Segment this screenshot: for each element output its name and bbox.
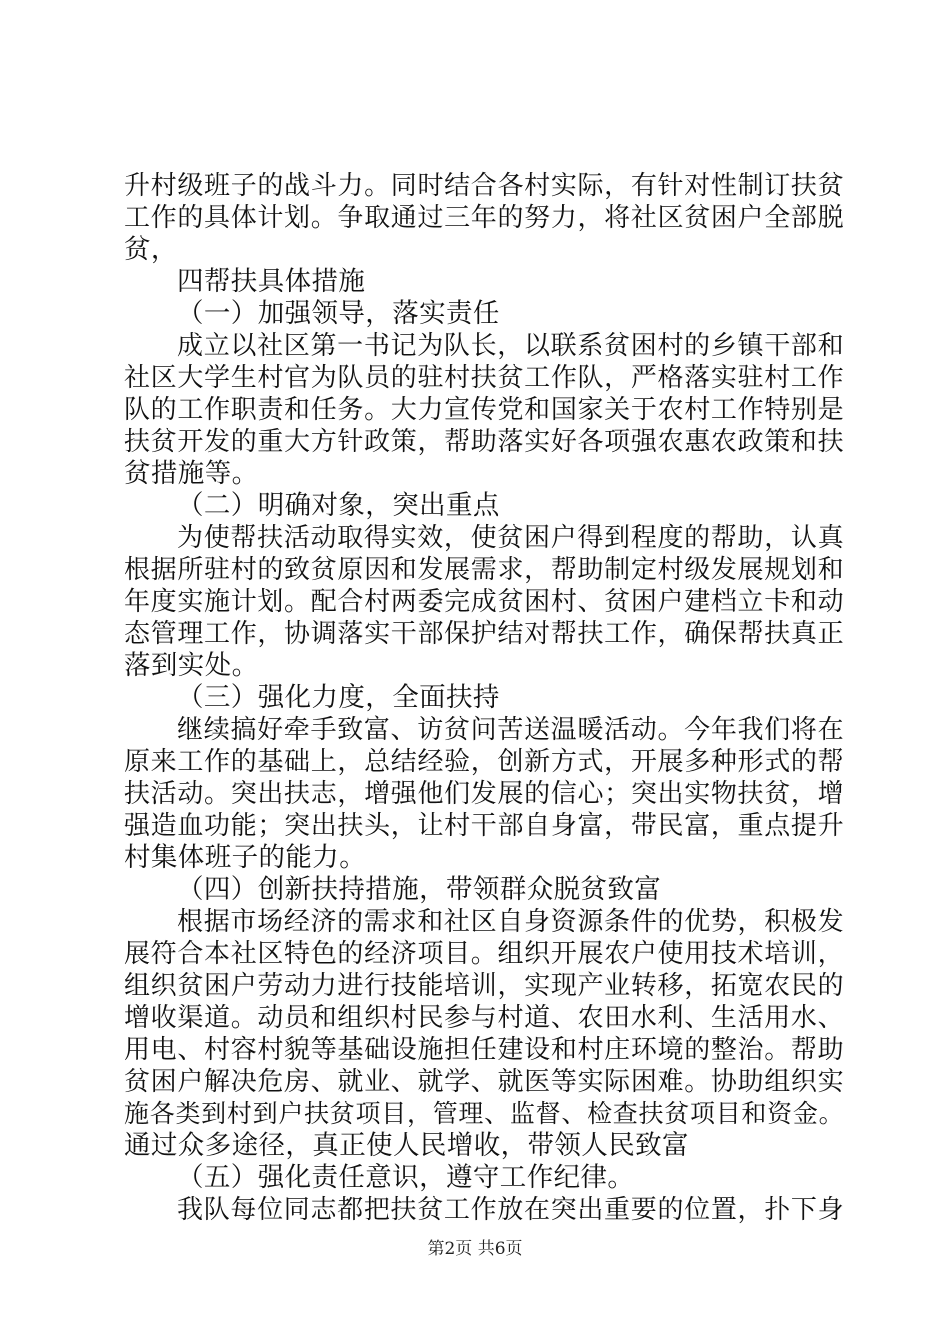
paragraph-line: 展符合本社区特色的经济项目。组织开展农户使用技术培训，: [124, 939, 844, 969]
paragraph-line: 成立以社区第一书记为队长，以联系贫困村的乡镇干部和: [177, 331, 844, 361]
paragraph-line: 原来工作的基础上，总结经验，创新方式，开展多种形式的帮: [124, 747, 844, 777]
paragraph-line: 村集体班子的能力。: [124, 842, 367, 873]
paragraph-line: 贫，: [124, 234, 178, 265]
subsection-heading: （二）明确对象，突出重点: [177, 490, 500, 521]
paragraph-line: 社区大学生村官为队员的驻村扶贫工作队，严格落实驻村工作: [124, 363, 844, 393]
document-body: [124, 170, 844, 1226]
paragraph-line: 增收渠道。动员和组织村民参与村道、农田水利、生活用水、: [124, 1003, 844, 1033]
paragraph-line: 根据所驻村的致贫原因和发展需求，帮助制定村级发展规划和: [124, 555, 844, 585]
paragraph-line: 贫困户解决危房、就业、就学、就医等实际困难。协助组织实: [124, 1067, 844, 1097]
paragraph-line: 施各类到村到户扶贫项目，管理、监督、检查扶贫项目和资金。: [124, 1099, 844, 1128]
paragraph-line: 态管理工作，协调落实干部保护结对帮扶工作，确保帮扶真正: [124, 619, 844, 649]
paragraph-line: 扶活动。突出扶志，增强他们发展的信心；突出实物扶贫，增: [124, 779, 844, 809]
paragraph-line: 扶贫开发的重大方针政策，帮助落实好各项强农惠农政策和扶: [124, 427, 844, 457]
paragraph-line: 继续搞好牵手致富、访贫问苦送温暖活动。今年我们将在: [177, 715, 844, 745]
subsection-heading: （四）创新扶持措施，带领群众脱贫致富: [177, 874, 662, 905]
paragraph-line: 强造血功能；突出扶头，让村干部自身富，带民富，重点提升: [124, 811, 844, 841]
paragraph-line: 为使帮扶活动取得实效，使贫困户得到程度的帮助，认真: [177, 523, 844, 553]
page-footer: [0, 1238, 950, 1260]
paragraph-line: 组织贫困户劳动力进行技能培训，实现产业转移，拓宽农民的: [124, 971, 844, 1001]
paragraph-line: 升村级班子的战斗力。同时结合各村实际，有针对性制订扶贫: [124, 171, 844, 201]
paragraph-line: 根据市场经济的需求和社区自身资源条件的优势，积极发: [177, 907, 844, 937]
subsection-heading: （一）加强领导，落实责任: [177, 298, 500, 329]
paragraph-line: 年度实施计划。配合村两委完成贫困村、贫困户建档立卡和动: [124, 587, 844, 617]
subsection-heading: （五）强化责任意识，遵守工作纪律。: [177, 1162, 635, 1193]
paragraph-line: 我队每位同志都把扶贫工作放在突出重要的位置，扑下身: [177, 1195, 844, 1225]
paragraph-line: 通过众多途径，真正使人民增收，带领人民致富: [124, 1130, 689, 1161]
paragraph-line: 用电、村容村貌等基础设施担任建设和村庄环境的整治。帮助: [124, 1035, 844, 1065]
paragraph-line: 队的工作职责和任务。大力宣传党和国家关于农村工作特别是: [124, 395, 844, 425]
paragraph-line: 贫措施等。: [124, 458, 259, 489]
subsection-heading: （三）强化力度，全面扶持: [177, 682, 500, 713]
page-number-label: 第2页 共6页: [427, 1239, 523, 1259]
paragraph-line: 工作的具体计划。争取通过三年的努力，将社区贫困户全部脱: [124, 203, 844, 233]
paragraph-line: 落到实处。: [124, 650, 259, 681]
section-heading: 四帮扶具体措施: [177, 266, 366, 297]
